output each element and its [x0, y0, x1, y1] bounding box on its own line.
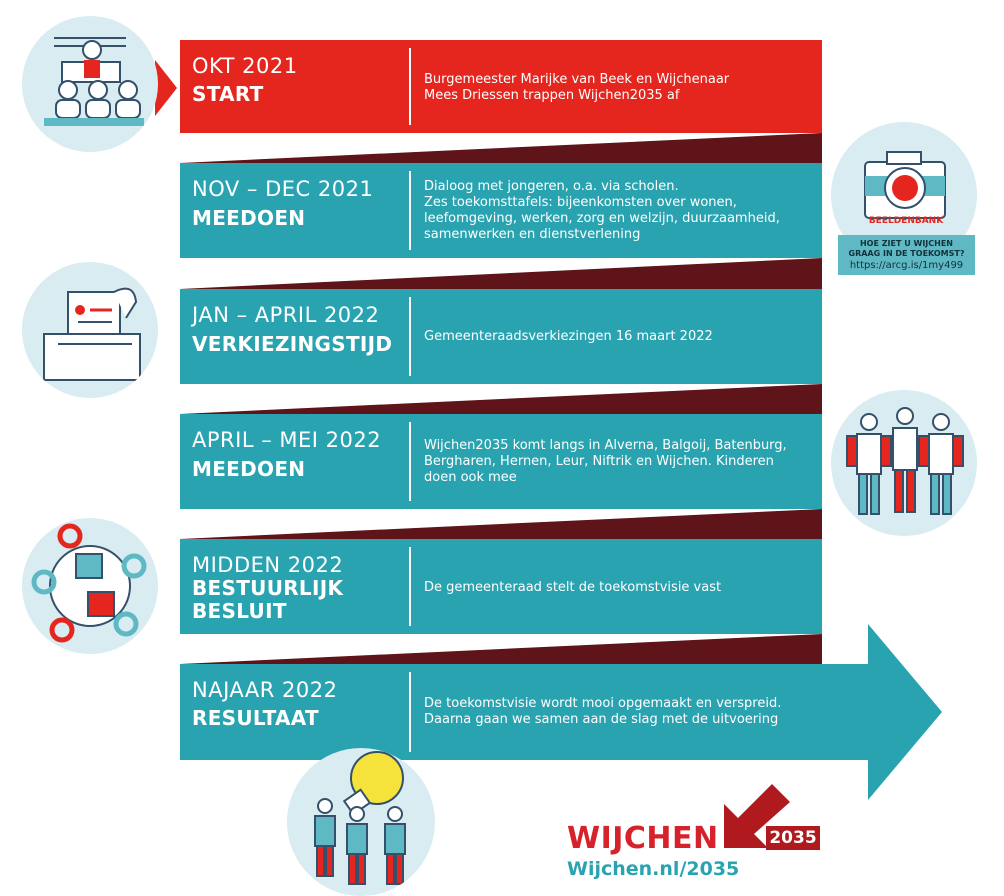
beeldenbank-box[interactable]	[838, 235, 975, 275]
meeting-icon	[22, 16, 158, 152]
lightbulb-circle	[287, 748, 435, 896]
logo-word: WIJCHEN	[567, 821, 719, 856]
step-label: MEEDOEN	[192, 457, 306, 481]
step-label: BESTUURLIJK BESLUIT	[192, 576, 344, 623]
step-description: Burgemeester Marijke van Beek en Wijchenaar Mees Driessen trappen Wijchen2035 af	[424, 72, 730, 103]
step-label: VERKIEZINGSTIJD	[192, 332, 393, 356]
meeting-circle	[22, 16, 158, 152]
step-date: APRIL – MEI 2022	[192, 428, 382, 452]
timeline-step-1	[180, 40, 822, 133]
step-description: Wijchen2035 komt langs in Alverna, Balgoij, Batenburg, Bergharen, Hernen, Leur, Niftrik en Wijchen. Kinderen doen ook mee	[424, 438, 787, 485]
step-divider	[409, 422, 411, 501]
step-date: MIDDEN 2022	[192, 553, 344, 577]
people-circle	[831, 390, 977, 536]
ballot-box-icon	[22, 262, 158, 398]
step-label: RESULTAAT	[192, 706, 319, 730]
puzzle-hands-icon	[22, 518, 158, 654]
people-group-icon	[831, 390, 977, 536]
step-date: NOV – DEC 2021	[192, 177, 374, 201]
puzzle-circle	[22, 518, 158, 654]
logo-year: 2035	[766, 826, 820, 850]
step-label: MEEDOEN	[192, 206, 306, 230]
step-divider	[409, 297, 411, 376]
step-date: OKT 2021	[192, 54, 298, 78]
timeline-step-4	[180, 414, 822, 509]
beeldenbank-question: HOE ZIET U WIJCHEN GRAAG IN DE TOEKOMST?	[848, 239, 965, 258]
step-date: NAJAAR 2022	[192, 678, 338, 702]
step-description: De gemeenteraad stelt de toekomstvisie vast	[424, 580, 722, 595]
step-description: De toekomstvisie wordt mooi opgemaakt en verspreid. Daarna gaan we samen aan de slag met de uitvoering	[424, 696, 782, 727]
step-divider	[409, 171, 411, 250]
beeldenbank-link[interactable]: https://arcg.is/1my499	[849, 260, 964, 271]
ballot-circle	[22, 262, 158, 398]
step-description: Dialoog met jongeren, o.a. via scholen. Zes toekomsttafels: bijeenkomsten over wonen, leefomgeving, werken, zorg en welzijn, duurzaamheid, samenwerken en dienstverlening	[424, 179, 780, 242]
step-divider	[409, 547, 411, 626]
step-divider	[409, 672, 411, 752]
step-label: START	[192, 82, 264, 106]
start-pointer-icon	[155, 60, 177, 116]
timeline-step-2	[180, 163, 822, 258]
step-divider	[409, 48, 411, 125]
step-date: JAN – APRIL 2022	[192, 303, 380, 327]
beeldenbank-label: BEELDENBANK	[868, 216, 944, 226]
timeline-step-3	[180, 289, 822, 384]
step-description: Gemeenteraadsverkiezingen 16 maart 2022	[424, 329, 713, 344]
timeline-step-5	[180, 539, 822, 634]
timeline-step-6	[180, 664, 822, 760]
logo-url[interactable]: Wijchen.nl/2035	[567, 858, 740, 880]
lightbulb-people-icon	[287, 748, 435, 896]
